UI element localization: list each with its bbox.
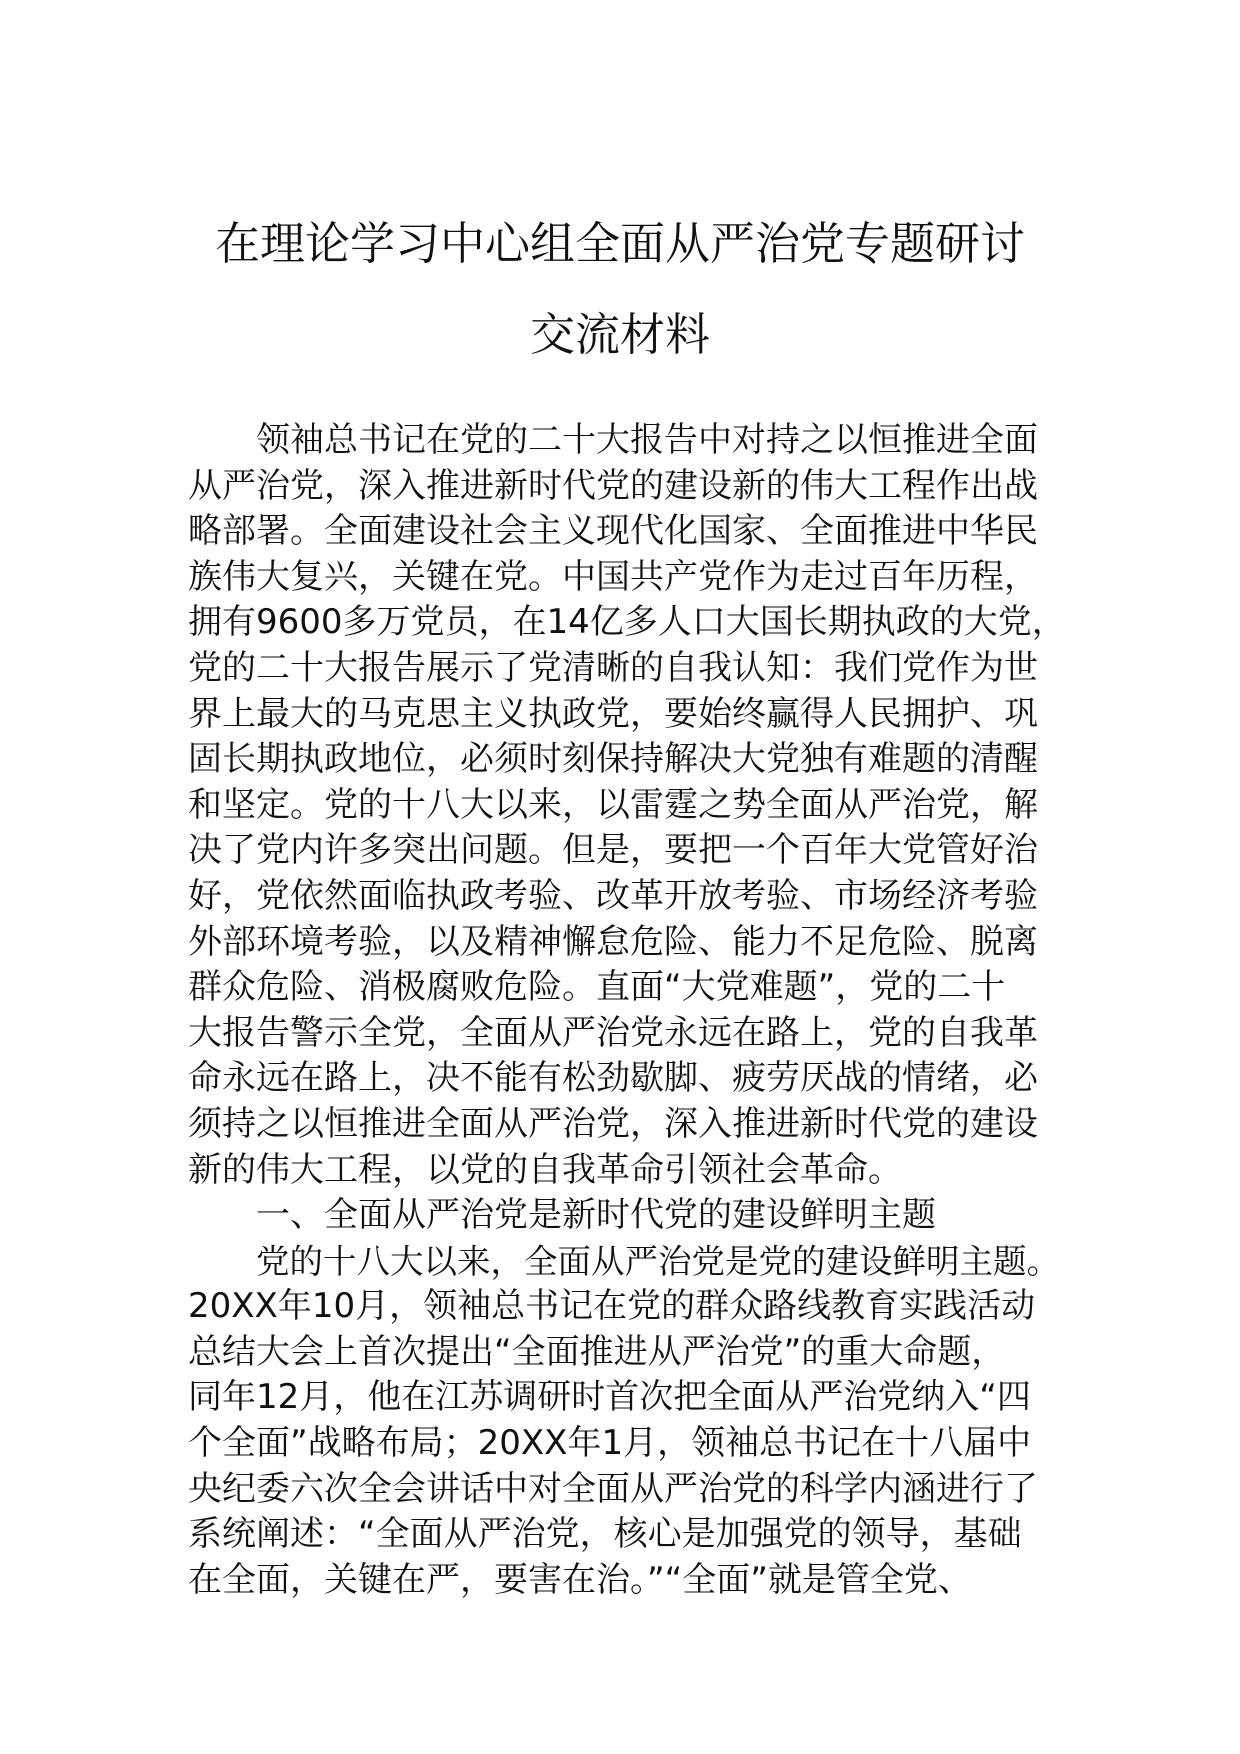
document-title-line-2: 交流材料 — [529, 308, 710, 361]
body-line: 央纪委六次全会讲话中对全面从严治党的科学内涵进行了 — [188, 1468, 1038, 1509]
body-line: 大报告警示全党，全面从严治党永远在路上，党的自我革 — [188, 1012, 1038, 1053]
body-line: 好，党依然面临执政考验、改革开放考验、市场经济考验 — [188, 875, 1038, 916]
body-line: 群众危险、消极腐败危险。直面“大党难题”，党的二十 — [188, 967, 1006, 1008]
body-line: 族伟大复兴，关键在党。中国共产党作为走过百年历程， — [188, 556, 1038, 597]
body-line: 外部环境考验，以及精神懈怠危险、能力不足危险、脱离 — [188, 921, 1038, 962]
body-line: 固长期执政地位，必须时刻保持解决大党独有难题的清醒 — [188, 739, 1038, 780]
body-line: 拥有9600多万党员，在14亿多人口大国长期执政的大党， — [188, 602, 1066, 643]
body-line: 从严治党，深入推进新时代党的建设新的伟大工程作出战 — [188, 465, 1038, 506]
body-line: 在全面，关键在严，要害在治。”“全面”就是管全党、 — [188, 1559, 972, 1600]
body-line: 和坚定。党的十八大以来，以雷霆之势全面从严治党，解 — [188, 784, 1038, 825]
body-line: 总结大会上首次提出“全面推进从严治党”的重大命题， — [188, 1331, 1006, 1372]
body-line: 一、全面从严治党是新时代党的建设鲜明主题 — [256, 1195, 936, 1236]
body-line: 同年12月，他在江苏调研时首次把全面从严治党纳入“四 — [188, 1377, 1031, 1418]
body-line: 界上最大的马克思主义执政党，要始终赢得人民拥护、巩 — [188, 693, 1038, 734]
document-title-line-1: 在理论学习中心组全面从严治党专题研讨 — [214, 217, 1025, 270]
body-line: 个全面”战略布局；20XX年1月，领袖总书记在十八届中 — [188, 1423, 1032, 1464]
body-line: 20XX年10月，领袖总书记在党的群众路线教育实践活动 — [188, 1286, 1036, 1327]
body-line: 须持之以恒推进全面从严治党，深入推进新时代党的建设 — [188, 1103, 1038, 1144]
body-line: 党的十八大以来，全面从严治党是党的建设鲜明主题。 — [256, 1241, 1060, 1281]
body-line: 新的伟大工程，以党的自我革命引领社会革命。 — [188, 1149, 902, 1190]
body-line: 命永远在路上，决不能有松劲歇脚、疲劳厌战的情绪，必 — [188, 1058, 1038, 1099]
body-line: 略部署。全面建设社会主义现代化国家、全面推进中华民 — [188, 511, 1038, 552]
document-body — [188, 418, 1068, 1603]
body-line: 领袖总书记在党的二十大报告中对持之以恒推进全面 — [256, 420, 1038, 460]
body-line: 系统阐述：“全面从严治党，核心是加强党的领导，基础 — [188, 1514, 1022, 1555]
body-line: 党的二十大报告展示了党清晰的自我认知：我们党作为世 — [188, 647, 1038, 688]
body-line: 决了党内许多突出问题。但是，要把一个百年大党管好治 — [188, 830, 1038, 871]
